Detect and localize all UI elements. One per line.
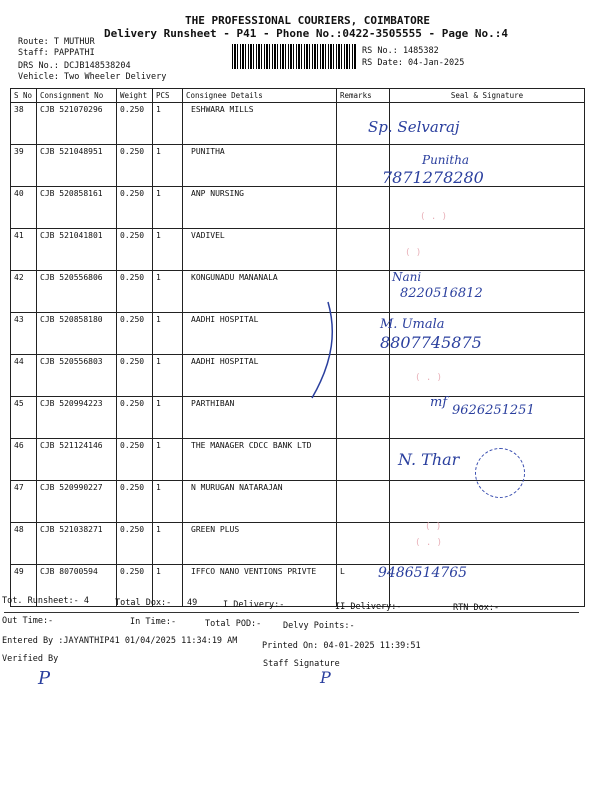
delivery-points: Delvy Points:- xyxy=(283,621,355,631)
vehicle-label: Vehicle: Two Wheeler Delivery xyxy=(18,72,167,82)
signature-39-name: Punitha xyxy=(422,153,470,167)
consignee-name: ANP NURSING xyxy=(183,187,337,229)
pcs-cell: 1 xyxy=(153,103,183,145)
rtn-dox: RTN Dox:- xyxy=(453,603,500,613)
ii-delivery: II Delivery:- xyxy=(335,602,402,612)
pcs-cell: 1 xyxy=(153,229,183,271)
consignment-number: CJB 520556803 xyxy=(37,355,117,397)
col-sno: S No xyxy=(11,89,37,103)
consignment-number: CJB 521070296 xyxy=(37,103,117,145)
weight-cell: 0.250 xyxy=(117,565,153,607)
weight-cell: 0.250 xyxy=(117,355,153,397)
drs-number: DRS No.: DCJB148538204 xyxy=(18,61,131,71)
pcs-cell: 1 xyxy=(153,397,183,439)
consignee-name: AADHI HOSPITAL xyxy=(183,313,337,355)
pcs-cell: 1 xyxy=(153,523,183,565)
entered-by: Entered By :JAYANTHIP41 01/04/2025 11:34:19 AM xyxy=(2,636,238,646)
pcs-cell: 1 xyxy=(153,145,183,187)
pen-stroke xyxy=(300,300,340,400)
row-sno: 46 xyxy=(11,439,37,481)
signature-43-name: M. Umala xyxy=(380,317,445,332)
consignment-number: CJB 521124146 xyxy=(37,439,117,481)
col-weight: Weight xyxy=(117,89,153,103)
weight-cell: 0.250 xyxy=(117,229,153,271)
row-sno: 41 xyxy=(11,229,37,271)
pcs-cell: 1 xyxy=(153,313,183,355)
table-row xyxy=(11,355,585,397)
remarks-cell: L xyxy=(337,565,390,607)
consignment-number: CJB 520994223 xyxy=(37,397,117,439)
remarks-cell xyxy=(337,229,390,271)
row-sno: 45 xyxy=(11,397,37,439)
weight-cell: 0.250 xyxy=(117,397,153,439)
consignee-name: PARTHIBAN xyxy=(183,397,337,439)
rs-number: RS No.: 1485382 xyxy=(362,46,439,56)
faint-mark: ( . ) xyxy=(420,212,448,222)
printed-on: Printed On: 04-01-2025 11:39:51 xyxy=(262,641,421,651)
col-consignee: Consignee Details xyxy=(183,89,337,103)
weight-cell: 0.250 xyxy=(117,523,153,565)
i-delivery: I Delivery:- xyxy=(223,600,285,610)
weight-cell: 0.250 xyxy=(117,439,153,481)
staff-label: Staff: PAPPATHI xyxy=(18,48,95,58)
consignment-number: CJB 520858180 xyxy=(37,313,117,355)
signature-38: Sp. Selvaraj xyxy=(368,118,460,136)
weight-cell: 0.250 xyxy=(117,103,153,145)
consignment-number: CJB 80700594 xyxy=(37,565,117,607)
consignee-name: VADIVEL xyxy=(183,229,337,271)
row-sno: 49 xyxy=(11,565,37,607)
faint-mark: ( ) xyxy=(425,522,442,532)
pcs-cell: 1 xyxy=(153,187,183,229)
consignment-number: CJB 521038271 xyxy=(37,523,117,565)
faint-mark: ( ) xyxy=(405,248,422,258)
runsheet-table xyxy=(10,88,585,607)
footer-divider xyxy=(4,612,579,613)
remarks-cell xyxy=(337,187,390,229)
total-dox-value: 49 xyxy=(187,598,198,608)
weight-cell: 0.250 xyxy=(117,187,153,229)
row-sno: 44 xyxy=(11,355,37,397)
table-row xyxy=(11,187,585,229)
table-row xyxy=(11,145,585,187)
col-pcs: PCS xyxy=(153,89,183,103)
faint-mark: ( . ) xyxy=(415,538,443,548)
consignment-number: CJB 521048951 xyxy=(37,145,117,187)
total-runsheet: Tot. Runsheet:- 4 xyxy=(2,596,89,606)
pcs-cell: 1 xyxy=(153,481,183,523)
col-signature: Seal & Signature xyxy=(390,89,585,103)
signature-45-phone: 9626251251 xyxy=(452,403,535,418)
weight-cell: 0.250 xyxy=(117,313,153,355)
row-sno: 43 xyxy=(11,313,37,355)
pcs-cell: 1 xyxy=(153,271,183,313)
faint-mark: ( . ) xyxy=(415,373,443,383)
row-sno: 40 xyxy=(11,187,37,229)
total-pod: Total POD:- xyxy=(205,619,262,629)
table-row xyxy=(11,565,585,607)
signature-39-phone: 7871278280 xyxy=(382,168,484,187)
row-sno: 48 xyxy=(11,523,37,565)
signature-45-mark: mf xyxy=(430,395,448,410)
remarks-cell xyxy=(337,439,390,481)
table-body xyxy=(11,103,585,607)
row-sno: 39 xyxy=(11,145,37,187)
signature-49: 9486514765 xyxy=(378,565,468,581)
verified-signature: P xyxy=(38,668,51,689)
consignment-number: CJB 520858161 xyxy=(37,187,117,229)
signature-42-name: Nani xyxy=(392,270,422,284)
consignee-name: KONGUNADU MANANALA xyxy=(183,271,337,313)
remarks-cell xyxy=(337,355,390,397)
out-time: Out Time:- xyxy=(2,616,54,626)
consignment-number: CJB 520556806 xyxy=(37,271,117,313)
remarks-cell xyxy=(337,481,390,523)
company-title: THE PROFESSIONAL COURIERS, COIMBATORE xyxy=(185,14,431,27)
consignment-number: CJB 520990227 xyxy=(37,481,117,523)
signature-42-phone: 8220516812 xyxy=(400,286,483,301)
weight-cell: 0.250 xyxy=(117,145,153,187)
staff-signature-label: Staff Signature xyxy=(263,659,340,669)
table-header-row xyxy=(11,89,585,103)
remarks-cell xyxy=(337,271,390,313)
runsheet-title: Delivery Runsheet - P41 - Phone No.:0422-3505555 - Page No.:4 xyxy=(104,27,508,40)
table-row xyxy=(11,103,585,145)
weight-cell: 0.250 xyxy=(117,271,153,313)
table-row xyxy=(11,523,585,565)
total-dox-label: Total Dox:- xyxy=(115,598,172,608)
signature-43-phone: 8807745875 xyxy=(380,333,482,352)
row-sno: 38 xyxy=(11,103,37,145)
pcs-cell: 1 xyxy=(153,355,183,397)
col-consignment: Consignment No xyxy=(37,89,117,103)
rs-date: RS Date: 04-Jan-2025 xyxy=(362,58,465,68)
verified-by-label: Verified By xyxy=(2,654,59,664)
row-sno: 42 xyxy=(11,271,37,313)
remarks-cell xyxy=(337,523,390,565)
consignment-number: CJB 521041801 xyxy=(37,229,117,271)
consignee-name: ESHWARA MILLS xyxy=(183,103,337,145)
consignee-name: AADHI HOSPITAL xyxy=(183,355,337,397)
table-row xyxy=(11,229,585,271)
staff-signature-mark: P xyxy=(320,668,331,687)
table-row xyxy=(11,271,585,313)
signature-46: N. Thar xyxy=(398,450,460,469)
consignee-name: THE MANAGER CDCC BANK LTD xyxy=(183,439,337,481)
row-sno: 47 xyxy=(11,481,37,523)
in-time: In Time:- xyxy=(130,617,177,627)
pcs-cell: 1 xyxy=(153,439,183,481)
consignee-name: N MURUGAN NATARAJAN xyxy=(183,481,337,523)
pcs-cell: 1 xyxy=(153,565,183,607)
consignee-name: PUNITHA xyxy=(183,145,337,187)
weight-cell: 0.250 xyxy=(117,481,153,523)
seal-stamp xyxy=(475,448,525,498)
route-label: Route: T MUTHUR xyxy=(18,37,95,47)
remarks-cell xyxy=(337,397,390,439)
table-row xyxy=(11,313,585,355)
consignee-name: IFFCO NANO VENTIONS PRIVTE xyxy=(183,565,337,607)
consignee-name: GREEN PLUS xyxy=(183,523,337,565)
signature-cell xyxy=(390,187,585,229)
col-remarks: Remarks xyxy=(337,89,390,103)
barcode xyxy=(232,44,357,69)
